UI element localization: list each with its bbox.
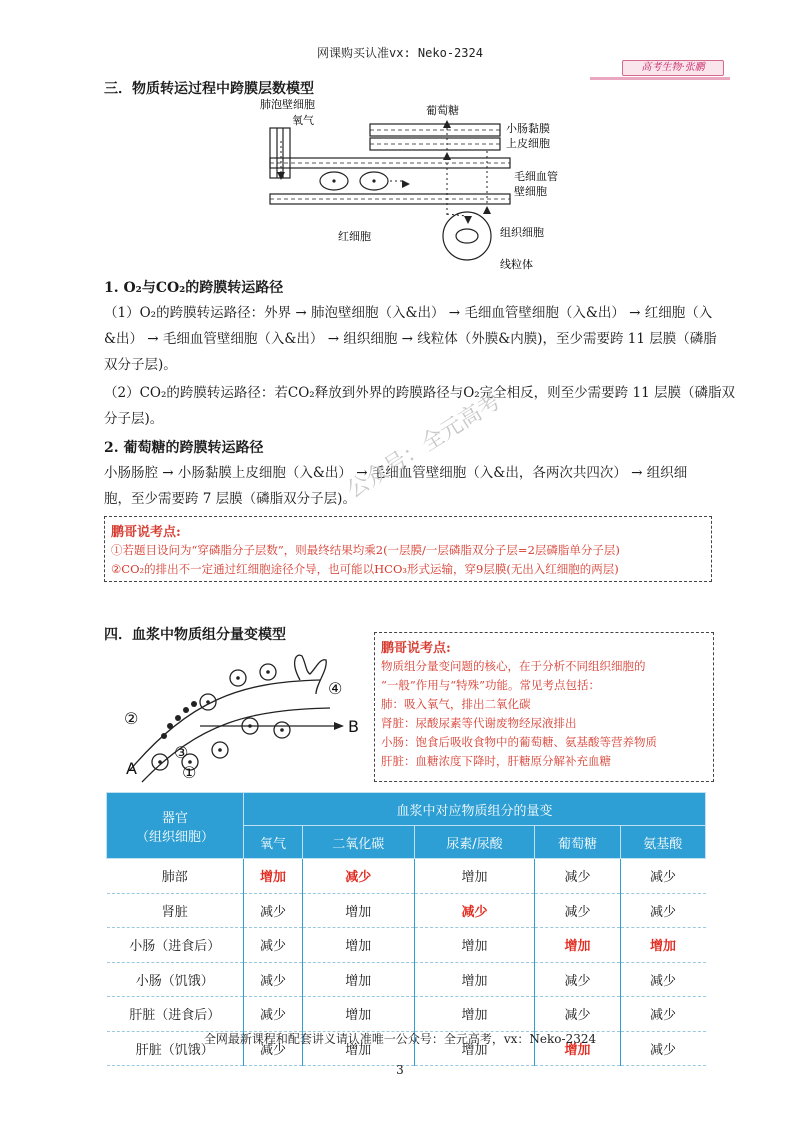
value-cell: 减少 — [244, 893, 303, 928]
label-intestine-2: 上皮细胞 — [506, 137, 550, 150]
value-cell: 减少 — [244, 962, 303, 997]
top-note: 网课购买认准vx: Neko-2324 — [317, 46, 483, 60]
value-cell: 减少 — [244, 928, 303, 963]
table-row — [107, 928, 706, 963]
table-row — [107, 997, 706, 1032]
section4-title: 四．血浆中物质组分量变模型 — [104, 627, 286, 643]
value-cell: 减少 — [535, 859, 620, 894]
value-cell: 增加 — [414, 962, 535, 997]
header-organ-line2: （组织细胞） — [135, 829, 214, 845]
value-cell: 减少 — [620, 859, 705, 894]
label-intestine-1: 小肠黏膜 — [506, 122, 550, 135]
value-cell: 增加 — [244, 859, 303, 894]
p1-line3: 双分子层)。 — [104, 357, 177, 373]
p3-line1: 小肠肠腔 → 小肠黏膜上皮细胞（入&出） → 毛细血管壁细胞（入&出，各两次共四次） → 组织细 — [104, 465, 688, 481]
organ-cell: 小肠（进食后） — [107, 928, 244, 963]
table-header-group: 血浆中对应物质组分的量变 — [244, 793, 706, 826]
value-cell: 减少 — [620, 893, 705, 928]
value-cell: 增加 — [302, 962, 414, 997]
tip2-line5: 小肠：饱食后吸收食物中的葡萄糖、氨基酸等营养物质 — [381, 735, 657, 749]
value-cell: 增加 — [302, 1031, 414, 1066]
sub2-title: 2. 葡萄糖的跨膜转运路径 — [104, 440, 264, 456]
mitochondrion — [456, 229, 478, 243]
tip2-title: 鹏哥说考点: — [381, 641, 451, 656]
tip1-line2: ②CO₂的排出不一定通过红细胞途径介导，也可能以HCO₃形式运输，穿9层膜(无出入红细胞的两层) — [111, 562, 619, 576]
value-cell: 减少 — [535, 962, 620, 997]
value-cell: 减少 — [535, 893, 620, 928]
page-number: 3 — [396, 1063, 404, 1077]
plasma-diagram — [120, 650, 370, 790]
marker-3: ③ — [174, 743, 189, 762]
value-cell: 增加 — [414, 859, 535, 894]
value-cell: 减少 — [620, 1031, 705, 1066]
tip2-line2: “一般”作用与“特殊”功能。常见考点包括： — [381, 678, 601, 692]
label-rbc: 红细胞 — [338, 230, 371, 243]
tip2-line4: 肾脏：尿酸尿素等代谢废物经尿液排出 — [381, 716, 577, 730]
value-cell: 减少 — [535, 997, 620, 1032]
p1-line2: &出） → 毛细血管壁细胞（入&出） → 组织细胞 → 线粒体（外膜&内膜)，至少需要跨 11 层膜（磷脂 — [104, 331, 717, 347]
marker-1: ① — [182, 763, 197, 782]
value-cell: 增加 — [302, 893, 414, 928]
label-a: A — [126, 759, 137, 778]
organ-cell: 小肠（饥饿） — [107, 962, 244, 997]
label-b: B — [348, 717, 359, 736]
tip1-line1: ①若题目设问为“穿磷脂分子层数”，则最终结果均乘2(一层膜/一层磷脂双分子层=2层磷脂单分子层) — [111, 543, 620, 557]
watermark: 公众号：全元高考 — [342, 388, 506, 504]
label-tissue-cell: 组织细胞 — [500, 226, 544, 239]
tip-box-2 — [374, 632, 714, 782]
table-row — [107, 859, 706, 894]
value-cell: 增加 — [302, 997, 414, 1032]
value-cell: 减少 — [620, 962, 705, 997]
membrane-diagram — [250, 96, 580, 272]
value-cell: 减少 — [620, 997, 705, 1032]
sub1-title: 1. O₂与CO₂的跨膜转运路径 — [104, 280, 284, 296]
table-row — [107, 893, 706, 928]
value-cell: 减少 — [244, 1031, 303, 1066]
p1-line1: （1）O₂的跨膜转运路径：外界 → 肺泡壁细胞（入&出） → 毛细血管壁细胞（入&出） → 红细胞（入 — [104, 305, 713, 321]
tip2-line6: 肝脏：血糖浓度下降时，肝糖原分解补充血糖 — [381, 754, 611, 768]
brand-rule — [590, 77, 730, 80]
table-header-organ — [107, 793, 244, 859]
label-mitochondria: 线粒体 — [500, 258, 533, 271]
tip2-line1: 物质组分量变问题的核心，在于分析不同组织细胞的 — [381, 659, 646, 673]
footer-note: 全网最新课程和配套讲义请认准唯一公众号：全元高考，vx：Neko-2324 — [203, 1032, 597, 1046]
brand-badge: 高考生物·张鹏 — [622, 60, 724, 76]
value-cell: 减少 — [244, 997, 303, 1032]
label-capillary-1: 毛细血管 — [514, 170, 558, 183]
organ-cell: 肾脏 — [107, 893, 244, 928]
label-alveolar: 肺泡壁细胞 — [260, 98, 315, 111]
plasma-change-table — [106, 792, 706, 1066]
value-cell: 增加 — [620, 928, 705, 963]
value-cell: 增加 — [535, 1031, 620, 1066]
section3-title: 三．物质转运过程中跨膜层数模型 — [104, 81, 314, 97]
column-header: 葡萄糖 — [535, 826, 620, 859]
marker-2: ② — [124, 709, 139, 728]
value-cell: 减少 — [414, 893, 535, 928]
label-oxygen: 氧气 — [292, 114, 314, 127]
label-capillary-2: 壁细胞 — [514, 185, 547, 198]
tip1-title: 鹏哥说考点: — [111, 525, 181, 540]
tip2-line3: 肺：吸入氧气，排出二氧化碳 — [381, 697, 531, 711]
p3-line2: 胞，至少需要跨 7 层膜（磷脂双分子层)。 — [104, 491, 356, 507]
header-organ-line1: 器官 — [161, 810, 188, 826]
table-row — [107, 962, 706, 997]
vessel-lower — [142, 708, 330, 782]
column-header: 二氧化碳 — [302, 826, 414, 859]
label-glucose: 葡萄糖 — [426, 104, 459, 117]
alveolar-wall — [270, 128, 290, 178]
organ-cell: 肝脏（饥饿） — [107, 1031, 244, 1066]
column-header: 氨基酸 — [620, 826, 705, 859]
tip-box-1 — [104, 516, 712, 582]
value-cell: 增加 — [302, 928, 414, 963]
p2-line2: 分子层)。 — [104, 411, 164, 427]
column-header: 氧气 — [244, 826, 303, 859]
value-cell: 增加 — [414, 997, 535, 1032]
organ-cell: 肝脏（进食后） — [107, 997, 244, 1032]
value-cell: 增加 — [535, 928, 620, 963]
organ-cell: 肺部 — [107, 859, 244, 894]
value-cell: 增加 — [414, 928, 535, 963]
value-cell: 减少 — [302, 859, 414, 894]
value-cell: 增加 — [414, 1031, 535, 1066]
marker-4: ④ — [328, 679, 343, 698]
column-header: 尿素/尿酸 — [414, 826, 535, 859]
p2-line1: （2）CO₂的跨膜转运路径：若CO₂释放到外界的跨膜路径与O₂完全相反，则至少需要跨 11 层膜（磷脂双 — [104, 385, 735, 401]
